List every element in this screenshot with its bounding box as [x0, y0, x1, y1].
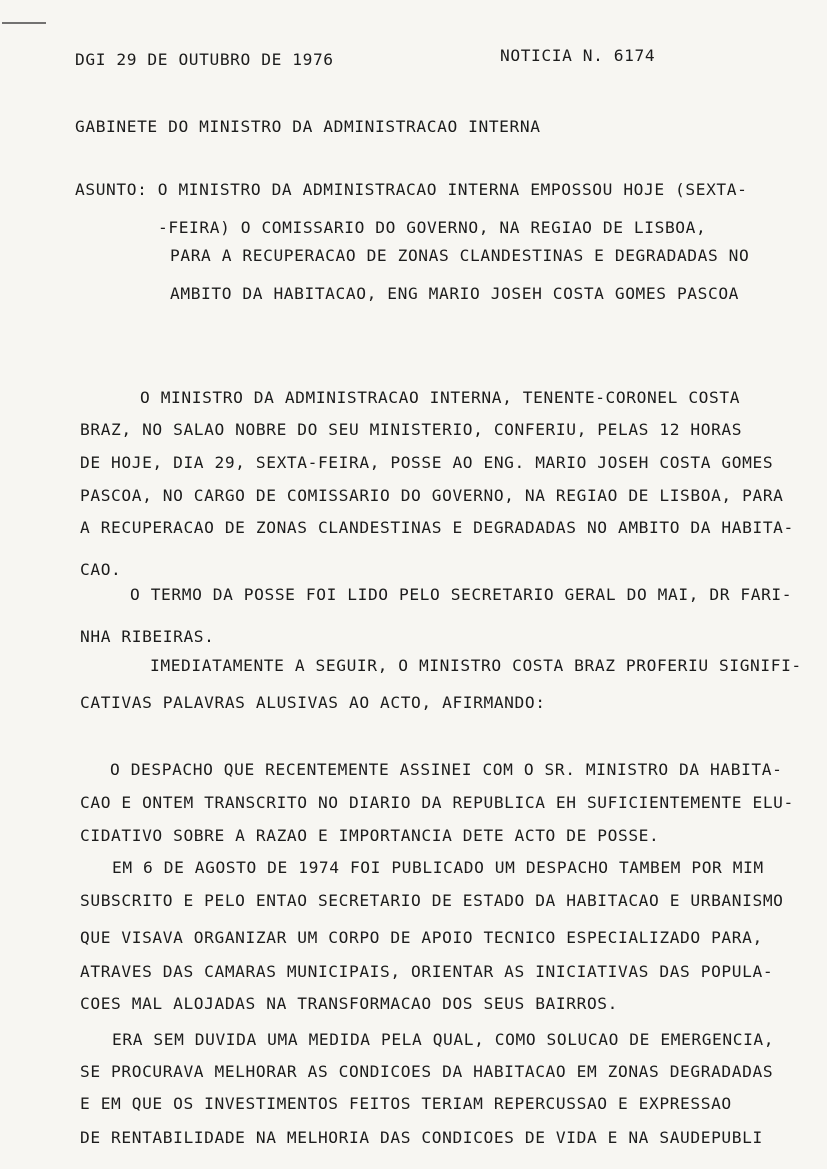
notice-number: NOTICIA N. 6174: [500, 46, 656, 65]
body-line: CAO E ONTEM TRANSCRITO NO DIARIO DA REPUBLICA EH SUFICIENTEMENTE ELU-: [80, 793, 794, 812]
body-line: SUBSCRITO E PELO ENTAO SECRETARIO DE ESTADO DA HABITACAO E URBANISMO: [80, 891, 784, 910]
body-line: CATIVAS PALAVRAS ALUSIVAS AO ACTO, AFIRMANDO:: [80, 693, 546, 712]
subject-line: ASUNTO: O MINISTRO DA ADMINISTRACAO INTERNA EMPOSSOU HOJE (SEXTA-: [75, 180, 748, 199]
body-line: IMEDIATAMENTE A SEGUIR, O MINISTRO COSTA BRAZ PROFERIU SIGNIFI-: [150, 656, 802, 675]
body-line: ATRAVES DAS CAMARAS MUNICIPAIS, ORIENTAR AS INICIATIVAS DAS POPULA-: [80, 962, 774, 981]
subject-line: AMBITO DA HABITACAO, ENG MARIO JOSEH COSTA GOMES PASCOA: [170, 284, 740, 303]
date-line: DGI 29 DE OUTUBRO DE 1976: [75, 50, 334, 69]
subject-line: PARA A RECUPERACAO DE ZONAS CLANDESTINAS E DEGRADADAS NO: [170, 246, 750, 265]
body-line: CAO.: [80, 560, 122, 579]
body-line: PASCOA, NO CARGO DE COMISSARIO DO GOVERNO, NA REGIAO DE LISBOA, PARA: [80, 486, 784, 505]
body-line: EM 6 DE AGOSTO DE 1974 FOI PUBLICADO UM DESPACHO TAMBEM POR MIM: [112, 858, 764, 877]
body-line: DE RENTABILIDADE NA MELHORIA DAS CONDICOES DE VIDA E NA SAUDEPUBLI: [80, 1128, 763, 1147]
corner-mark: [2, 22, 46, 24]
body-line: O DESPACHO QUE RECENTEMENTE ASSINEI COM O SR. MINISTRO DA HABITA-: [110, 760, 783, 779]
body-line: CIDATIVO SOBRE A RAZAO E IMPORTANCIA DETE ACTO DE POSSE.: [80, 826, 660, 845]
body-line: O MINISTRO DA ADMINISTRACAO INTERNA, TENENTE-CORONEL COSTA: [140, 388, 741, 407]
body-line: E EM QUE OS INVESTIMENTOS FEITOS TERIAM REPERCUSSAO E EXPRESSAO: [80, 1094, 732, 1113]
body-line: A RECUPERACAO DE ZONAS CLANDESTINAS E DEGRADADAS NO AMBITO DA HABITA-: [80, 518, 794, 537]
office-title: GABINETE DO MINISTRO DA ADMINISTRACAO INTERNA: [75, 117, 541, 136]
body-line: ERA SEM DUVIDA UMA MEDIDA PELA QUAL, COMO SOLUCAO DE EMERGENCIA,: [112, 1030, 775, 1049]
body-line: BRAZ, NO SALAO NOBRE DO SEU MINISTERIO, CONFERIU, PELAS 12 HORAS: [80, 420, 743, 439]
subject-line: -FEIRA) O COMISSARIO DO GOVERNO, NA REGIAO DE LISBOA,: [158, 218, 707, 237]
body-line: COES MAL ALOJADAS NA TRANSFORMACAO DOS SEUS BAIRROS.: [80, 994, 618, 1013]
body-line: DE HOJE, DIA 29, SEXTA-FEIRA, POSSE AO ENG. MARIO JOSEH COSTA GOMES: [80, 453, 774, 472]
body-line: NHA RIBEIRAS.: [80, 627, 215, 646]
body-line: SE PROCURAVA MELHORAR AS CONDICOES DA HABITACAO EM ZONAS DEGRADADAS: [80, 1062, 774, 1081]
body-line: O TERMO DA POSSE FOI LIDO PELO SECRETARIO GERAL DO MAI, DR FARI-: [130, 585, 793, 604]
body-line: QUE VISAVA ORGANIZAR UM CORPO DE APOIO TECNICO ESPECIALIZADO PARA,: [80, 928, 763, 947]
